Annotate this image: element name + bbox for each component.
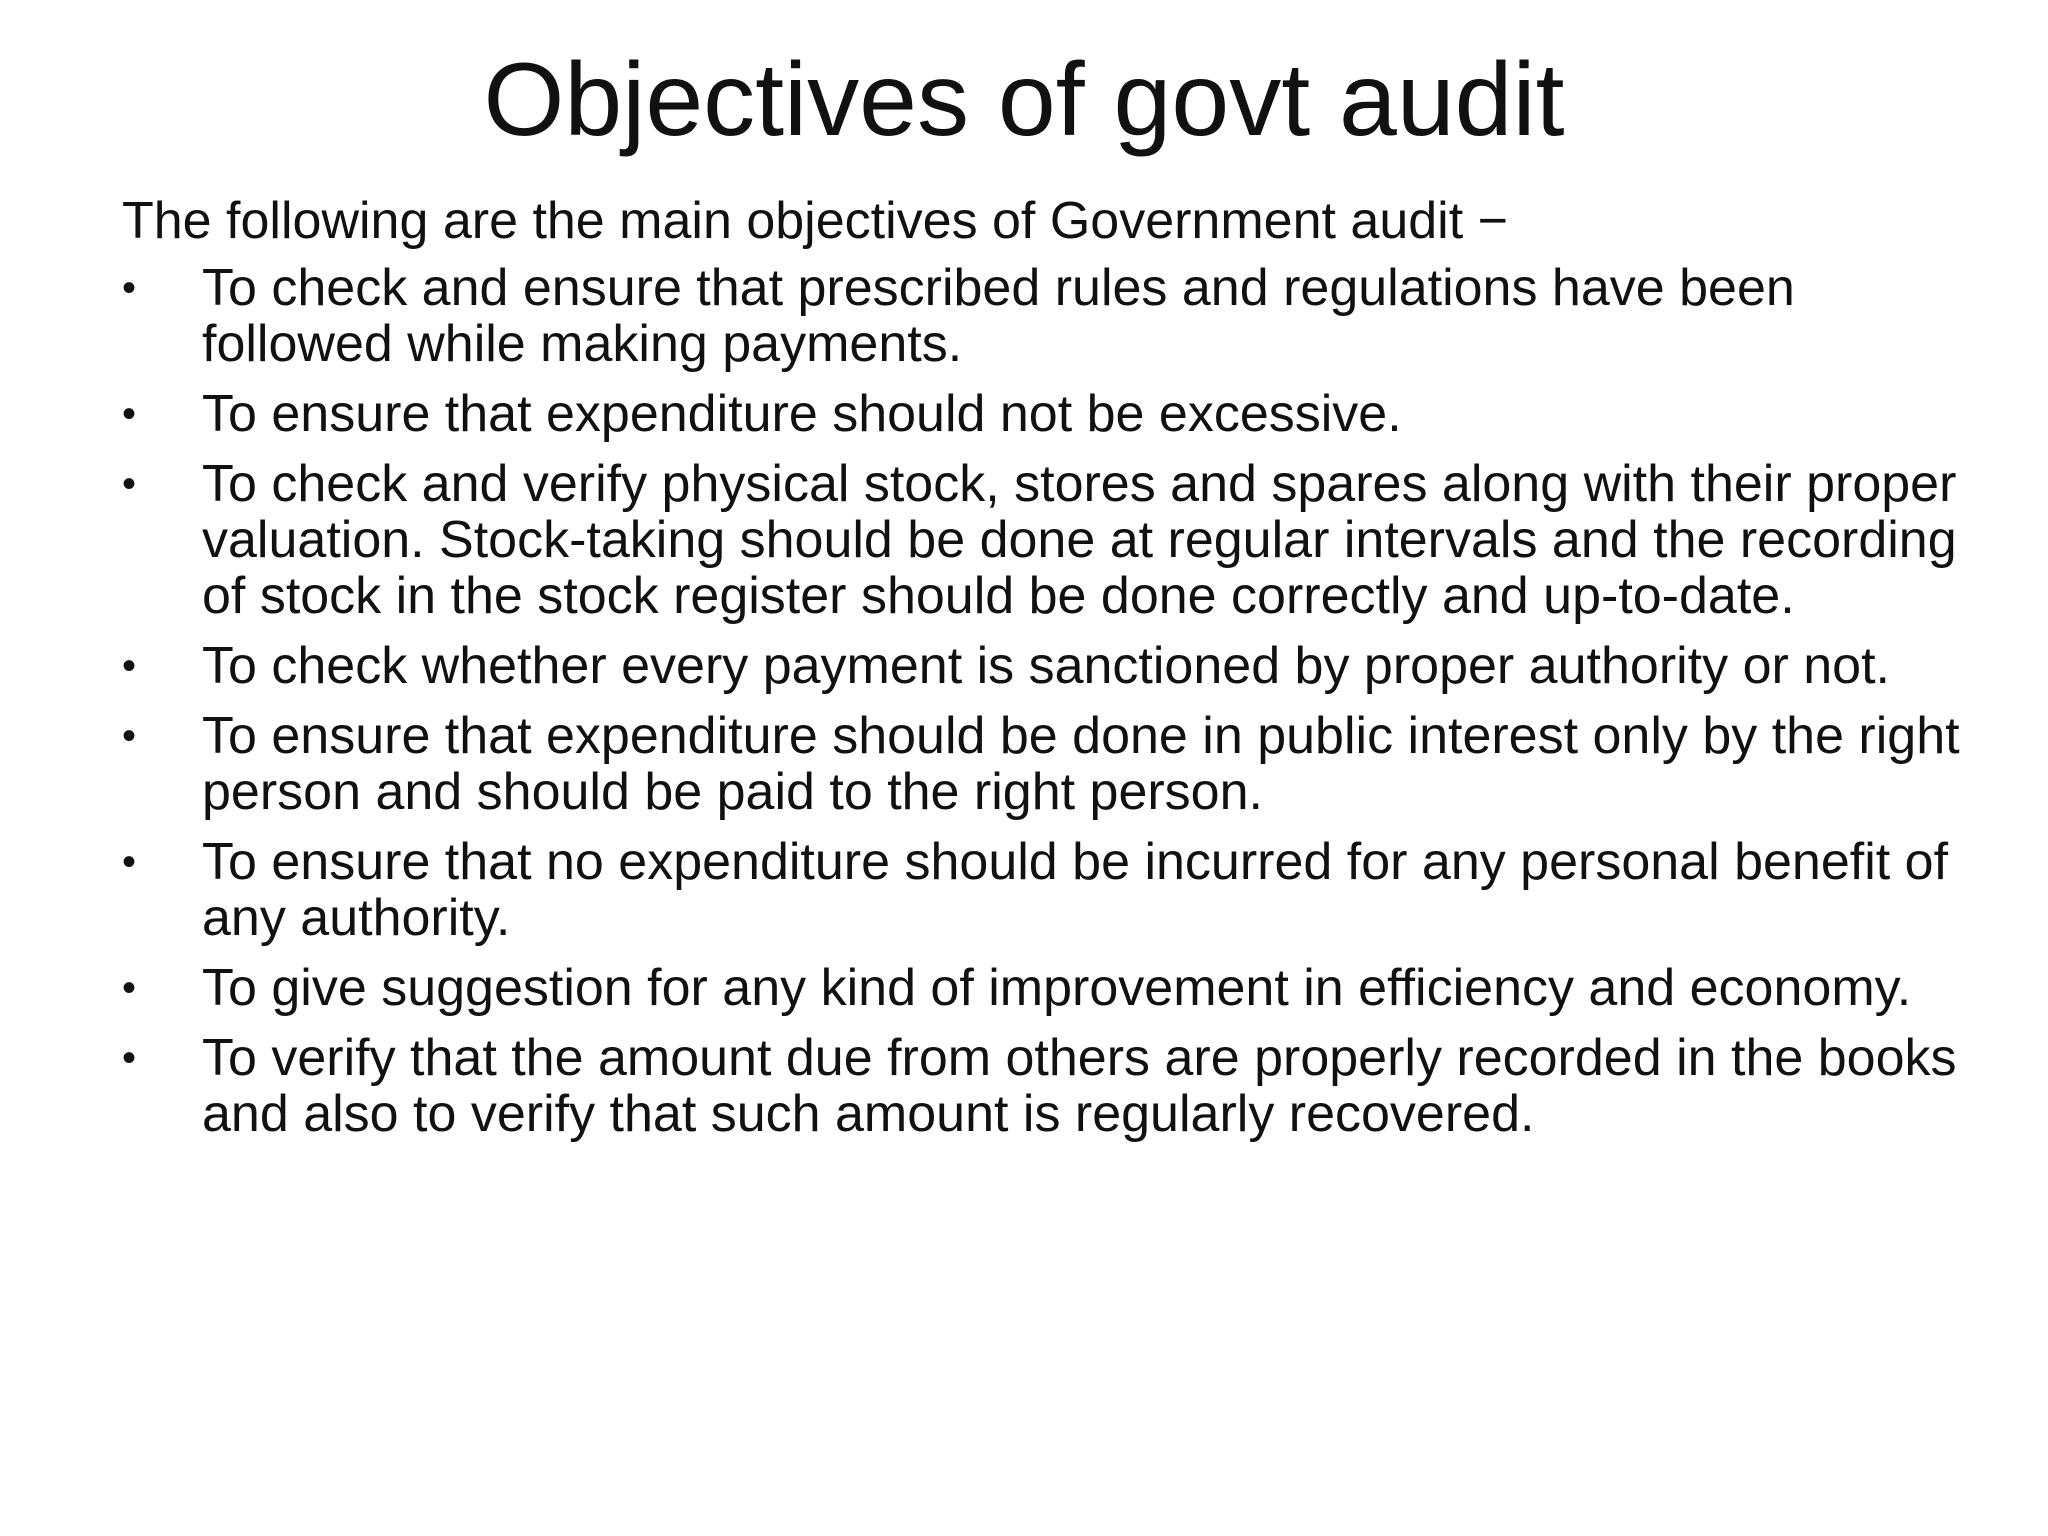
slide-body	[122, 188, 1982, 1156]
bullet-icon: •	[122, 462, 137, 506]
objectives-list	[122, 260, 1982, 1142]
slide-title: Objectives of govt audit	[483, 42, 1565, 158]
list-item-text: To check and ensure that prescribed rules and regulations have been followed while making payments.	[202, 259, 1795, 373]
list-item-text: To ensure that no expenditure should be incurred for any personal benefit of any authority.	[202, 833, 1949, 947]
list-item	[122, 260, 1982, 372]
list-item-text: To verify that the amount due from others are properly recorded in the books and also to verify that such amount is regularly recovered.	[202, 1029, 1957, 1143]
bullet-icon: •	[122, 266, 137, 310]
list-item-text: To check and verify physical stock, stores and spares along with their proper valuation. Stock-taking should be done at regular intervals and the recording of stock in the stock register should be done correctly and up-to-date.	[202, 455, 1957, 625]
list-item-text: To check whether every payment is sanctioned by proper authority or not.	[202, 637, 1890, 695]
bullet-icon: •	[122, 714, 137, 758]
list-item	[122, 834, 1982, 946]
bullet-icon: •	[122, 1036, 137, 1080]
list-item	[122, 708, 1982, 820]
list-item	[122, 456, 1982, 624]
bullet-icon: •	[122, 392, 137, 436]
intro-text: The following are the main objectives of Government audit −	[122, 192, 1508, 250]
list-item-text: To give suggestion for any kind of improvement in efficiency and economy.	[202, 959, 1912, 1017]
list-item	[122, 386, 1982, 442]
bullet-icon: •	[122, 840, 137, 884]
bullet-icon: •	[122, 966, 137, 1010]
list-item	[122, 960, 1982, 1016]
list-item-text: To ensure that expenditure should be done in public interest only by the right person and should be paid to the right person.	[202, 707, 1960, 821]
list-item	[122, 638, 1982, 694]
bullet-icon: •	[122, 644, 137, 688]
list-item-text: To ensure that expenditure should not be excessive.	[202, 385, 1402, 443]
list-item	[122, 1030, 1982, 1142]
